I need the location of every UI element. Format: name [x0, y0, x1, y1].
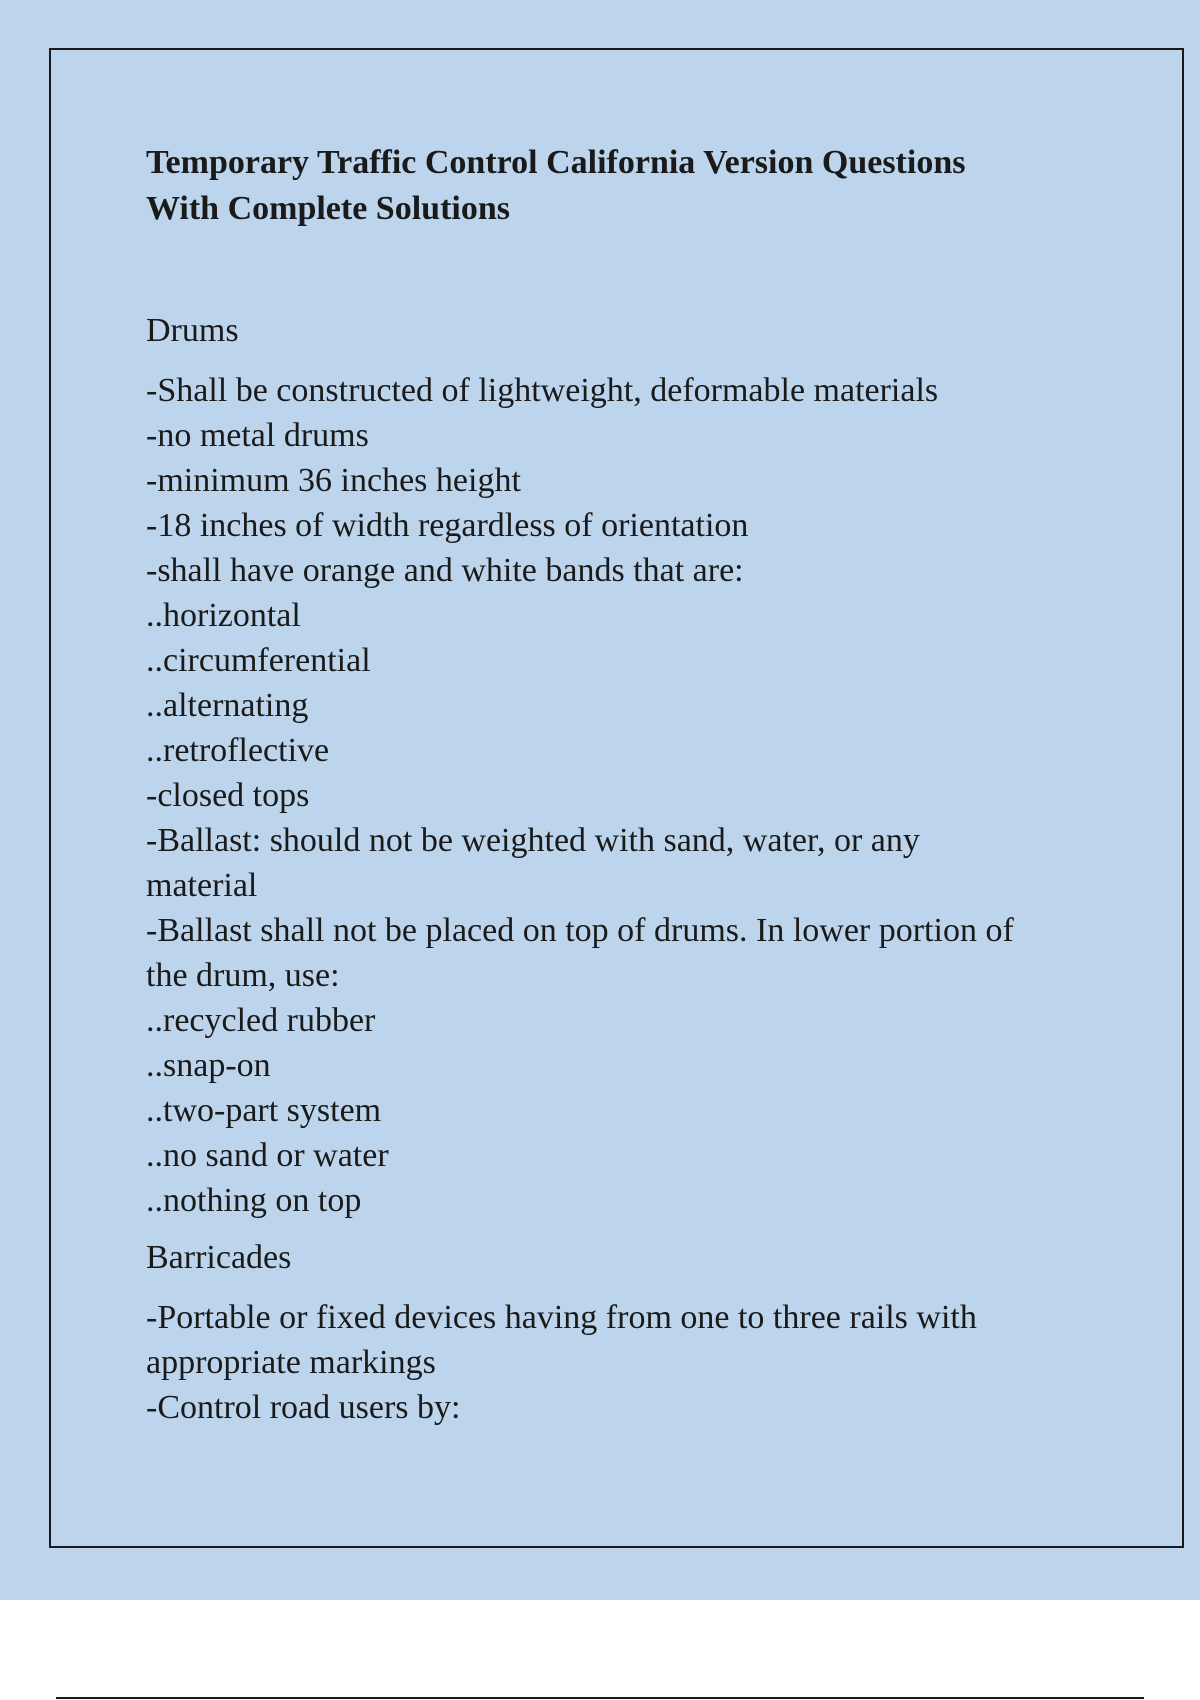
text-line: material	[146, 867, 258, 904]
text-line: ..snap-on	[146, 1047, 271, 1084]
section-heading-barricades: Barricades	[146, 1239, 292, 1276]
document-content	[146, 140, 1106, 1442]
text-line: ..circumferential	[146, 642, 371, 679]
text-line: -Ballast: should not be weighted with sand, water, or any	[146, 822, 920, 859]
text-line: -18 inches of width regardless of orientation	[146, 507, 749, 544]
text-line: -Ballast shall not be placed on top of drums. In lower portion of	[146, 912, 1014, 949]
text-line: -Portable or fixed devices having from one to three rails with	[146, 1299, 977, 1336]
section-body-drums	[146, 368, 1106, 1223]
text-line: -Control road users by:	[146, 1389, 461, 1426]
title-line-2: With Complete Solutions	[146, 190, 510, 227]
text-line: ..no sand or water	[146, 1137, 389, 1174]
text-line: -shall have orange and white bands that are:	[146, 552, 744, 589]
section-drums	[146, 308, 1106, 1223]
section-barricades	[146, 1235, 1106, 1430]
text-line: the drum, use:	[146, 957, 340, 994]
text-line: ..horizontal	[146, 597, 301, 634]
text-line: -Shall be constructed of lightweight, deformable materials	[146, 372, 939, 409]
text-line: ..two-part system	[146, 1092, 382, 1129]
footer-rule	[56, 1697, 1144, 1699]
text-line: appropriate markings	[146, 1344, 436, 1381]
text-line: -no metal drums	[146, 417, 369, 454]
document-title	[146, 140, 1106, 232]
text-line: -closed tops	[146, 777, 310, 814]
section-heading-drums: Drums	[146, 312, 239, 349]
text-line: ..nothing on top	[146, 1182, 362, 1219]
text-line: ..retroflective	[146, 732, 330, 769]
section-body-barricades	[146, 1295, 1106, 1430]
text-line: -minimum 36 inches height	[146, 462, 521, 499]
text-line: ..recycled rubber	[146, 1002, 376, 1039]
text-line: ..alternating	[146, 687, 309, 724]
title-line-1: Temporary Traffic Control California Version Questions	[146, 144, 966, 181]
